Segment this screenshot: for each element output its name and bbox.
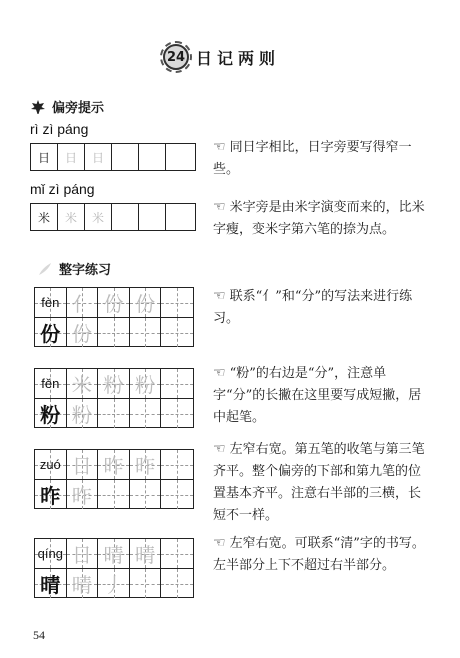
radical-pinyin: rì zì páng [30,121,89,137]
lesson-number: 24 [166,49,186,65]
empty-cell [98,318,130,347]
trace-cell: 晴 [67,569,99,598]
pinyin-cell: zuó [35,450,67,479]
empty-cell [161,399,193,428]
section-practice-heading [37,259,111,278]
grid-cell-model: 日 [31,144,58,170]
grid-cell-empty [112,204,139,230]
trace-cell: 份 [98,288,130,317]
practice-grid [34,287,194,347]
trace-cell: 份 [130,288,162,317]
note-text: 同日字相比，日字旁要写得窄一些。 [213,140,412,177]
pointing-hand-icon: ☜ [213,139,226,155]
section-radical-heading [30,97,104,116]
trace-cell: 粉 [130,369,162,398]
radical-pinyin: mǐ zì páng [30,181,95,197]
trace-cell: 日 [67,450,99,479]
pointing-hand-icon: ☜ [213,441,226,457]
model-char-cell: 份 [35,318,67,347]
lesson-number-badge [163,44,189,70]
lesson-title: 日记两则 [196,49,281,68]
trace-cell: 粉 [67,399,99,428]
trace-cell: 昨 [98,450,130,479]
leaf-sprig-icon [37,261,53,277]
trace-cell: 丿 [98,569,130,598]
model-char-cell: 昨 [35,480,67,509]
section-radical-title: 偏旁提示 [52,101,105,116]
maple-leaf-icon [30,99,46,115]
pinyin-cell: fèn [35,288,67,317]
note-block [213,196,425,241]
note-text: 左窄右宽。可联系“清”字的书写。左半部分上下不超过右半部分。 [213,536,425,573]
empty-cell [130,318,162,347]
page-number: 54 [33,628,45,642]
model-char-cell: 晴 [35,569,67,598]
grid-cell-trace: 日 [58,144,85,170]
trace-cell: 日 [67,539,99,568]
grid-cell-model: 米 [31,204,58,230]
empty-cell [161,539,193,568]
trace-cell: 昨 [67,480,99,509]
model-char-cell: 粉 [35,399,67,428]
trace-cell: 晴 [98,539,130,568]
practice-grid [34,449,194,509]
trace-cell: 米 [67,369,99,398]
pointing-hand-icon: ☜ [213,288,226,304]
radical-grid [30,143,196,171]
note-text: 左窄右宽。第五笔的收笔与第三笔齐平。整个偏旁的下部和第九笔的位置基本齐平。注意右半部的三横，长短不一样。 [213,442,425,523]
empty-cell [161,288,193,317]
note-text: “粉”的右边是“分”，注意单字“分”的长撇在这里要写成短撇，居中起笔。 [213,366,422,425]
trace-cell: 晴 [130,539,162,568]
empty-cell [161,318,193,347]
trace-cell: 亻 [67,288,99,317]
empty-cell [161,569,193,598]
empty-cell [161,369,193,398]
grid-cell-empty [112,144,139,170]
empty-cell [130,399,162,428]
radical-grid [30,203,196,231]
empty-cell [98,399,130,428]
grid-cell-trace: 米 [85,204,112,230]
note-block [213,136,425,181]
practice-grid [34,538,194,598]
pointing-hand-icon: ☜ [213,365,226,381]
note-block [213,532,425,577]
trace-cell: 昨 [130,450,162,479]
grid-cell-empty [166,204,193,230]
note-text: 联系“亻”和“分”的写法来进行练习。 [213,289,413,326]
pinyin-cell: qíng [35,539,67,568]
note-text: 米字旁是由米字演变而来的，比米字瘦，变米字第六笔的捺为点。 [213,200,425,237]
grid-cell-empty [139,204,166,230]
empty-cell [130,480,162,509]
note-block [213,362,425,429]
grid-cell-empty [139,144,166,170]
note-block [213,285,425,330]
pointing-hand-icon: ☜ [213,199,226,215]
note-block [213,438,425,527]
empty-cell [161,480,193,509]
empty-cell [98,480,130,509]
practice-grid [34,368,194,428]
trace-cell: 粉 [98,369,130,398]
pinyin-cell: fěn [35,369,67,398]
empty-cell [161,450,193,479]
section-practice-title: 整字练习 [59,263,112,278]
grid-cell-empty [166,144,193,170]
pointing-hand-icon: ☜ [213,535,226,551]
grid-cell-trace: 日 [85,144,112,170]
grid-cell-trace: 米 [58,204,85,230]
trace-cell: 份 [67,318,99,347]
empty-cell [130,569,162,598]
